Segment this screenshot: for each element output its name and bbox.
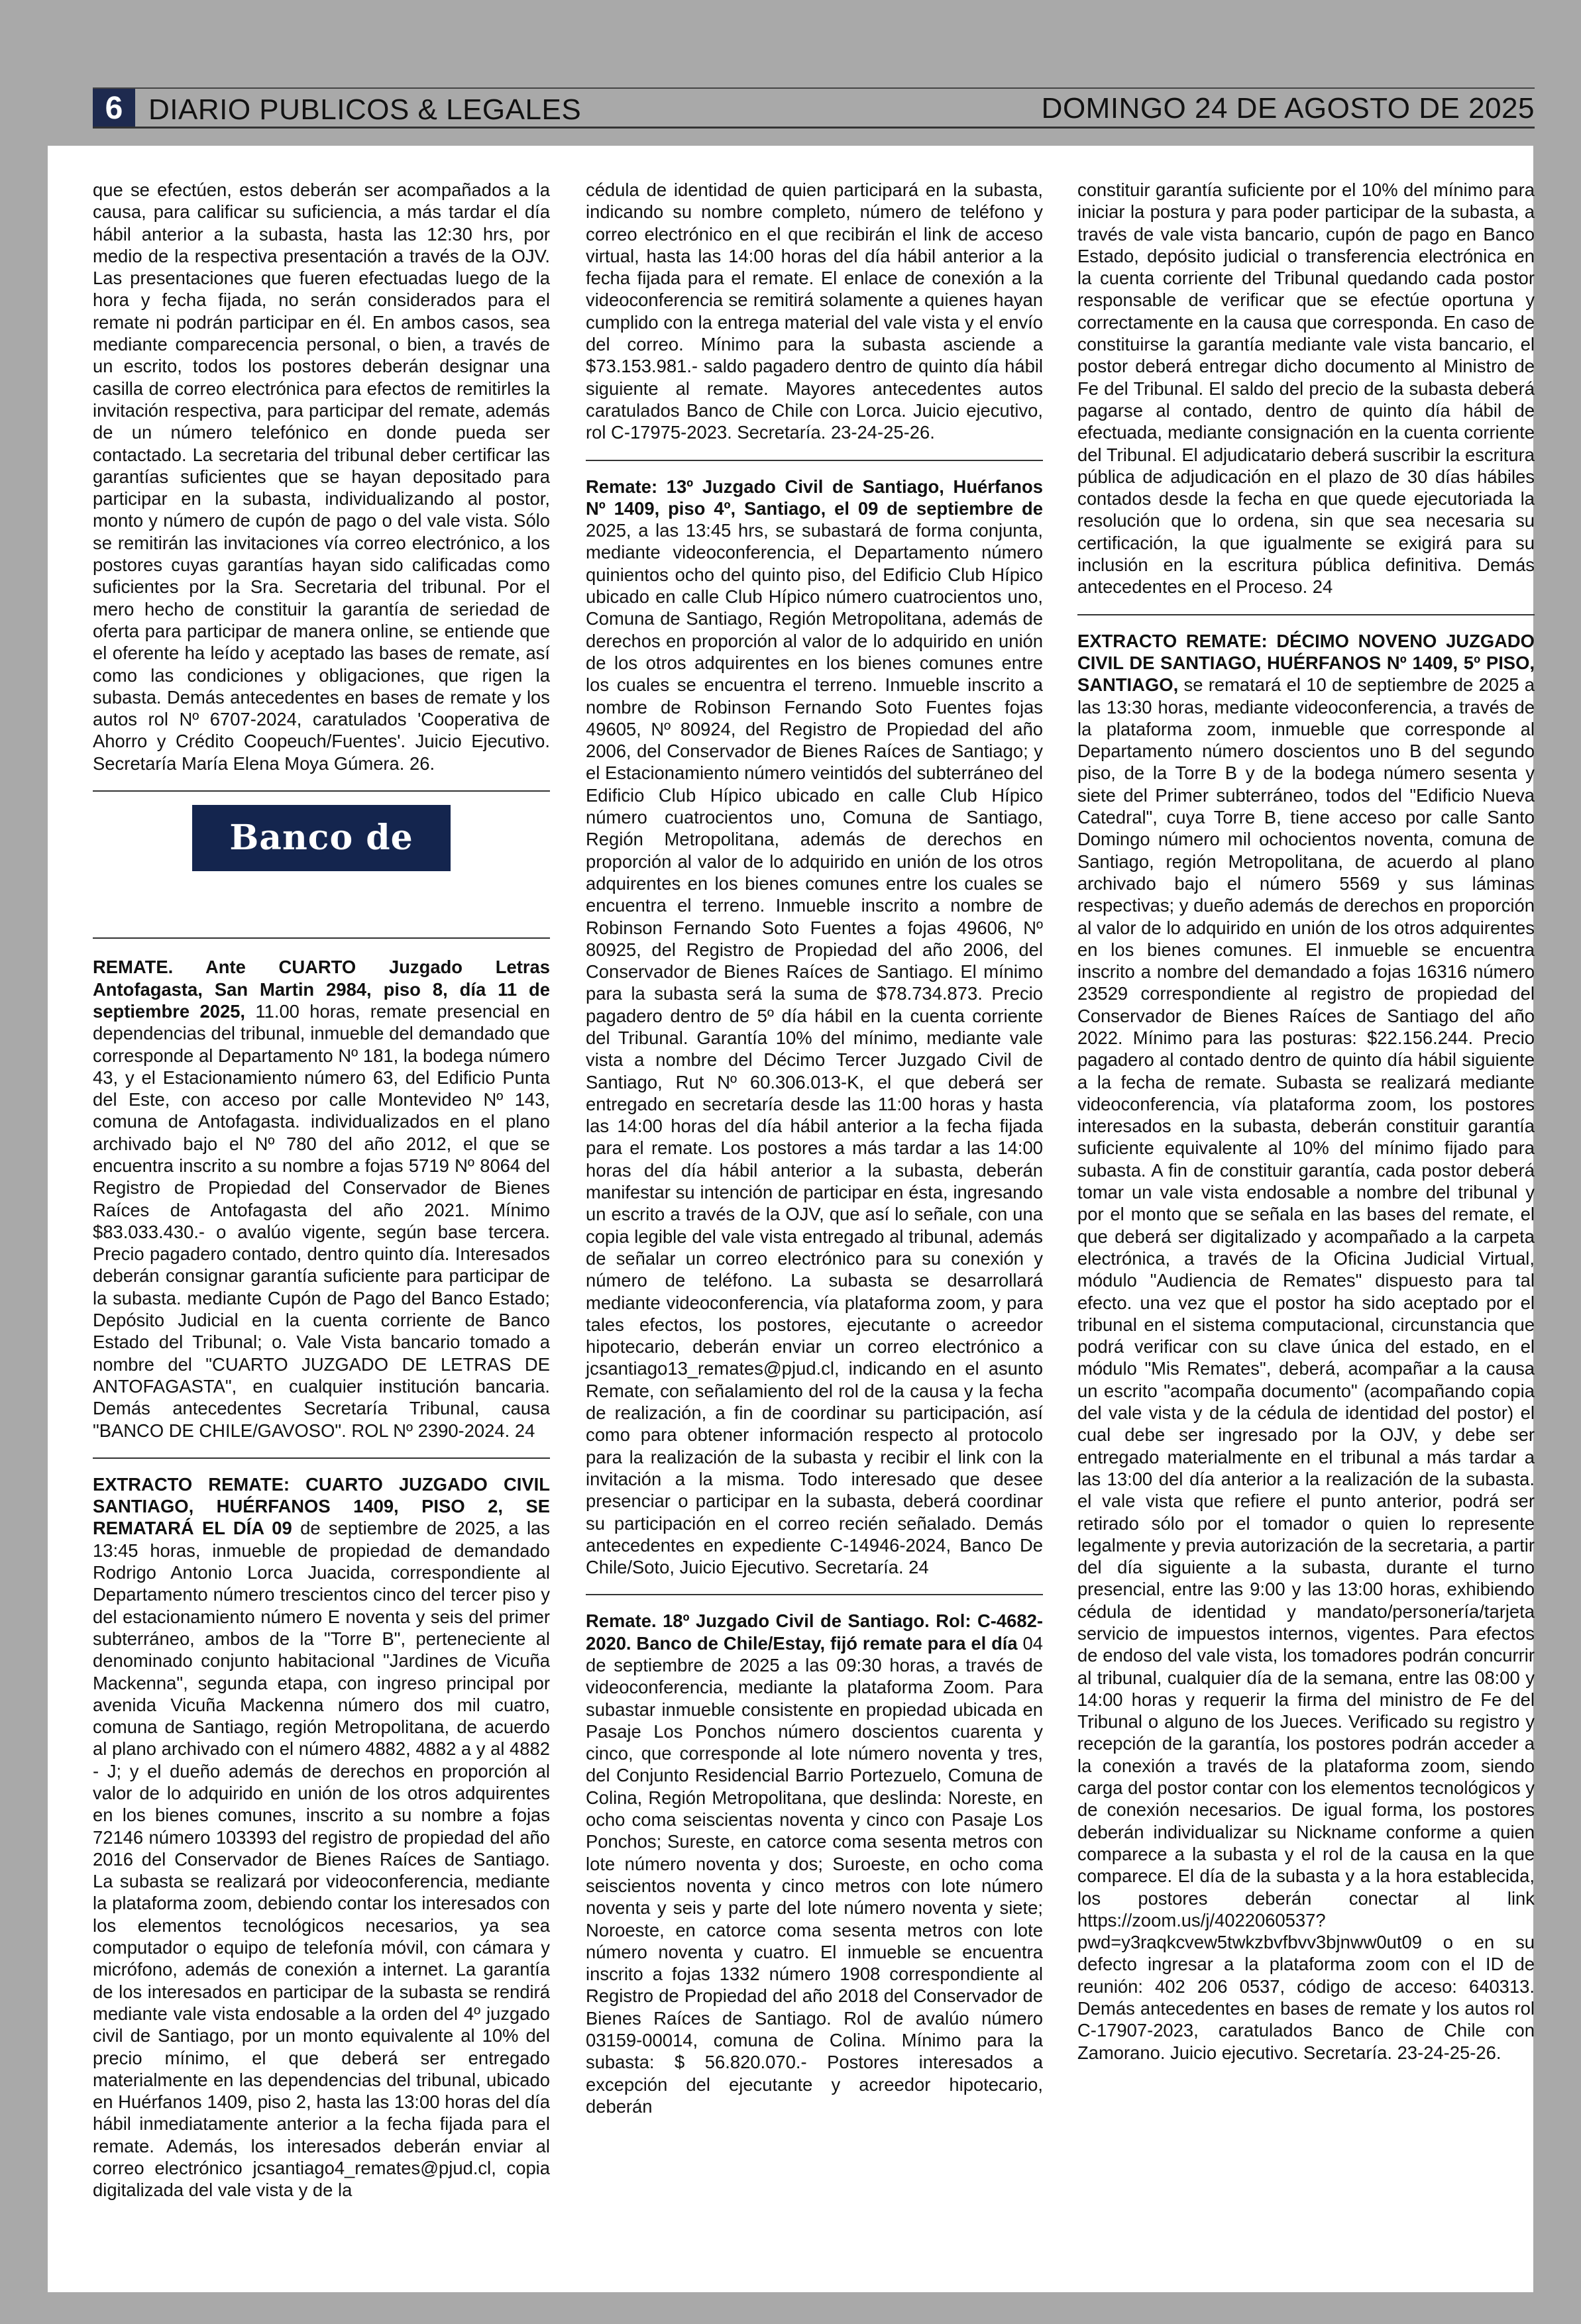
advertiser-logo-block [93,790,550,939]
notice-divider [586,460,1043,461]
notice-body: 04 de septiembre de 2025 a las 09:30 horas, a través de videoconferencia, mediante la plataforma Zoom. Para subastar inmueble consistente en propiedad ubicada en Pasaje Los Ponchos número doscientos cuarenta y cinco, que corresponde al lote número noventa y tres, del Conjunto Residencial Barrio Portezuelo, Comuna de Colina, Región Metropolitana, que deslinda: Noreste, en ocho coma seiscientas noventa y cinco con Pasaje Los Ponchos; Sureste, en catorce coma sesenta metros con lote número noventa y dos; Suroeste, en ocho coma seiscientos noventa y cinco metros con lote número noventa y seis y parte del lote número noventa y siete; Noroeste, en catorce coma sesenta metros con lote número noventa y cuatro. El inmueble se encuentra inscrito a fojas 1332 número 1908 correspondiente al Registro de Propiedad del año 2018 del Conservador de Bienes Raíces de Santiago. Rol de avalúo número 03159-00014, comuna de Colina. Mínimo para la subasta: $ 56.820.070.- Postores interesados a excepción del ejecutante y acreedor hipotecario, deberán [586,1632,1043,2117]
page-number: 6 [93,89,135,129]
header-bottom-rule [93,127,1535,129]
column-2 [586,179,1043,2117]
notice [1077,630,1535,2064]
column-3 [1077,179,1535,2064]
publication-date: DOMINGO 24 DE AGOSTO DE 2025 [1041,92,1535,125]
notice-body: de septiembre de 2025, a las 13:45 horas, inmueble de propiedad de demandado Rodrigo Antonio Lorca Juacida, correspondiente al Departamento número trescientos cinco del tercer piso y del estacionamiento número E noventa y seis del primer subterráneo, ambos de la "Torre B", perteneciente al denominado conjunto habitacional "Jardines de Vicuña Mackenna", segunda etapa, con ingreso principal por avenida Vicuña Mackenna número dos mil cuatro, comuna de Santiago, región Metropolitana, de acuerdo al plano archivado con el número 4882, 4882 a y al 4882 - J; y el dueño además de derechos en proporción al valor de lo adquirido en unión de los otros adquirentes en los bienes comunes, inscrito a su nombre a fojas 72146 número 103393 del registro de propiedad del año 2016 del Conservador de Bienes Raíces de Santiago. La subasta se realizará por videoconferencia, mediante la plataforma zoom, debiendo contar los interesados con los elementos tecnológicos necesarios, ya sea computador o equipo de telefonía móvil, con cámara y micrófono, además de conexión a internet. La garantía de los interesados en participar de la subasta se rendirá mediante vale vista endosable a la orden del 4º juzgado civil de Santiago, por un monto equivalente al 10% del precio mínimo, el que deberá ser entregado materialmente en las dependencias del tribunal, ubicado en Huérfanos 1409, piso 2, hasta las 13:00 horas del día hábil inmediatamente anterior a la fecha fijada para el remate. Además, los interesados deberán enviar al correo electrónico jcsantiago4_remates@pjud.cl, copia digitalizada del vale vista y de la [93,1518,550,2201]
notice-heading: EXTRACTO REMATE: DÉCIMO NOVENO JUZGADO CIVIL DE SANTIAGO, HUÉRFANOS Nº 1409, 5º PISO, SANTIAGO, [1077,630,1535,696]
notice-divider [93,1457,550,1459]
notice [93,1473,550,2201]
notice-divider [1077,614,1535,615]
publication-title: DIARIO PUBLICOS & LEGALES [148,93,582,126]
column-1 [93,179,550,2201]
page-sheet [48,146,1533,2292]
notice-text: cédula de identidad de quien participará en la subasta, indicando su nombre completo, número de teléfono y correo electrónico en el que recibirán el link de acceso virtual, hasta las 14:00 horas del día hábil anterior a la fecha fijada para el remate. El enlace de conexión a la videoconferencia se remitirá solamente a quienes hayan cumplido con la entrega material del vale vista y el envío del correo. Mínimo para la subasta asciende a $73.153.981.- saldo pagadero dentro de quinto día hábil siguiente al remate. Mayores antecedentes autos caratulados Banco de Chile con Lorca. Juicio ejecutivo, rol C-17975-2023. Secretaría. 23-24-25-26. [586,180,1043,443]
notice-body: 2025, a las 13:45 hrs, se subastará de forma conjunta, mediante videoconferencia, el Departamento número quinientos ocho del quinto piso, del Edificio Club Hípico ubicado en calle Club Hípico número cuatrocientos uno, Comuna de Santiago, Región Metropolitana, además de derechos en proporción al valor de lo adquirido en unión de los otros adquirentes en los bienes comunes entre los cuales se encuentra el terreno. Inmueble inscrito a nombre de Robinson Fernando Soto Fuentes fojas 49605, Nº 80924, del Registro de Propiedad del año 2006, del Conservador de Bienes Raíces de Santiago; y el Estacionamiento número veintidós del subterráneo del Edificio Club Hípico ubicado en calle Club Hípico número cuatrocientos uno, Comuna de Santiago, Región Metropolitana, además de derechos en proporción al valor de lo adquirido en unión de los otros adquirentes en los bienes comunes entre los cuales se encuentra el terreno. Inmueble inscrito a nombre de Robinson Fernando Soto Fuentes a fojas 49606, Nº 80925, del Registro de Propiedad del año 2006, del Conservador de Bienes Raíces de Santiago. El mínimo para la subasta será la suma de $78.734.873. Precio pagadero dentro de 5º día hábil en la cuenta corriente del Tribunal. Garantía 10% del mínimo, mediante vale vista a nombre del Décimo Tercer Juzgado Civil de Santiago, Rut Nº 60.306.013-K, el que deberá ser entregado en secretaría desde las 11:00 horas y hasta las 14:00 horas del día hábil anterior a la fecha fijada para el remate. Los postores a más tardar a las 14:00 horas del día hábil anterior a la subasta, deberán manifestar su intención de participar en ésta, ingresando un escrito a través de la OJV, que así lo señale, con una copia legible del vale vista entregado al tribunal, además de señalar un correo electrónico para su conexión y número de teléfono. La subasta se desarrollará mediante videoconferencia, vía plataforma zoom, y para tales efectos, los postores, ejecutante o acreedor hipotecario, deberán enviar un correo electrónico a jcsantiago13_remates@pjud.cl, indicando en el asunto Remate, con señalamiento del rol de la causa y la fecha de realización, a fin de coordinar su participación, así como para obtener información respecto al protocolo para la realización de la subasta y recibir el link con la invitación a la misma. Todo interesado que desee presenciar o participar en la subasta, deberá coordinar su participación en el correo recién señalado. Demás antecedentes en expediente C-14946-2024, Banco De Chile/Soto, Juicio Ejecutivo. Secretaría. 24 [586,520,1043,1578]
notice-heading: REMATE. Ante CUARTO Juzgado Letras Antofagasta, San Martin 2984, piso 8, día 11 de septiembre 2025, [93,957,550,1022]
notice-heading: Remate: 13º Juzgado Civil de Santiago, Huérfanos Nº 1409, piso 4º, Santiago, el 09 de septiembre de [586,476,1043,519]
notice-body: 11.00 horas, remate presencial en dependencias del tribunal, inmueble del demandado que corresponde al Departamento Nº 181, la bodega número 43, y el Estacionamiento número 63, del Edificio Punta del Este, con acceso por calle Montevideo Nº 143, comuna de Antofagasta. individualizados en el plano archivado bajo el Nº 780 del año 2012, el que se encuentra inscrito a su nombre a fojas 5719 Nº 8064 del Registro de Propiedad del Conservador de Bienes Raíces de Antofagasta del año 2021. Mínimo $83.033.430.- o avalúo vigente, según base tercera. Precio pagadero contado, dentro quinto día. Interesados deberán consignar garantía suficiente para participar de la subasta. mediante Cupón de Pago del Banco Estado; Depósito Judicial en la cuenta corriente de Banco Estado del Tribunal; o. Vale Vista bancario tomado a nombre del "CUARTO JUZGADO DE LETRAS DE ANTOFAGASTA", en cualquier institución bancaria. Demás antecedentes Secretaría Tribunal, causa "BANCO DE CHILE/GAVOSO". ROL Nº 2390-2024. 24 [93,1000,550,1441]
bank-logo: Banco de Chile [192,805,451,871]
notice-heading: EXTRACTO REMATE: CUARTO JUZGADO CIVIL SANTIAGO, HUÉRFANOS 1409, PISO 2, SE REMATARÁ EL DÍA 09 [93,1473,550,1539]
notice [586,476,1043,1579]
notice-divider [586,1594,1043,1595]
notice-heading: Remate. 18º Juzgado Civil de Santiago. Rol: C-4682-2020. Banco de Chile/Estay, fijó remate para el día [586,1611,1043,1654]
notice-text: constituir garantía suficiente por el 10% del mínimo para iniciar la postura y para poder participar de la subasta, a través de vale vista bancario, cupón de pago en Banco Estado, depósito judicial o transferencia electrónica en la cuenta corriente del Tribunal quedando cada postor responsable de verificar que se efectúe oportuna y correctamente en la causa que corresponda. En caso de constituirse la garantía mediante vale vista bancario, el postor deberá entregar dicho documento al Ministro de Fe del Tribunal. El saldo del precio de la subasta deberá pagarse al contado, dentro de quinto día hábil de efectuada, mediante consignación en la cuenta corriente del Tribunal. El adjudicatario deberá suscribir la escritura pública de adjudicación en el plazo de 30 días hábiles contados desde la fecha en que quede ejecutoriada la resolución que lo ordena, sin que sea necesaria su certificación, la que igualmente se exigirá para su inclusión en la escritura pública definitiva. Demás antecedentes en el Proceso. 24 [1077,180,1535,598]
notice [93,956,550,1442]
notice-text: que se efectúen, estos deberán ser acompañados a la causa, para calificar su suficiencia, a más tardar el día hábil anterior a la subasta, hasta las 12:30 hrs, por medio de la respectiva presentación a través de la OJV. Las presentaciones que fueren efectuadas luego de la hora y fecha fijada, no serán considerados para el remate ni podrán participar en él. En ambos casos, sea mediante comparecencia personal, o bien, a través de un escrito, todos los postores deberán designar una casilla de correo electrónica para efectos de remitirles la invitación respectiva, para participar del remate, además de un número telefónico en donde pueda ser contactado. La secretaria del tribunal deber certificar las garantías suficientes que se hayan depositado para participar en la subasta, individualizando al postor, monto y número de cupón de pago o del vale vista. Sólo se remitirán las invitaciones vía correo electrónico, a los postores cuyas garantías hayan sido calificadas como suficientes por la Sra. Secretaria del tribunal. Por el mero hecho de constituir la garantía de seriedad de oferta para participar de manera online, se entiende que el oferente ha leído y aceptado las bases de remate, así como las condiciones y obligaciones, que rigen la subasta. Demás antecedentes en bases de remate y los autos rol Nº 6707-2024, caratulados 'Cooperativa de Ahorro y Crédito Coopeuch/Fuentes'. Juicio Ejecutivo. Secretaría María Elena Moya Gúmera. 26. [93,180,550,774]
notice [586,1610,1043,2117]
notice-body: se rematará el 10 de septiembre de 2025 a las 13:30 horas, mediante videoconferencia, a través de la plataforma zoom, inmueble que corresponde al Departamento número doscientos uno B del segundo piso, de la Torre B y de la bodega número sesenta y siete del Primer subterráneo, todos del "Edificio Nueva Catedral", cuya Torre B, tiene acceso por calle Santo Domingo número mil ochocientos noventa, comuna de Santiago, región Metropolitana, de acuerdo al plano archivado bajo el número 5569 y sus láminas respectivas; y dueño además de derechos en proporción al valor de lo adquirido en unión de los otros adquirentes en los bienes comunes. El inmueble se encuentra inscrito a nombre del demandado a fojas 16316 número 23529 correspondiente al registro de propiedad del Conservador de Bienes Raíces de Santiago del año 2022. Mínimo para las posturas: $22.156.244. Precio pagadero al contado dentro de quinto día hábil siguiente a la fecha de remate. Subasta se realizará mediante videoconferencia, vía plataforma zoom, los postores interesados en la subasta, deberán constituir garantía suficiente equivalente al 10% del mínimo fijado para subasta. A fin de constituir garantía, cada postor deberá tomar un vale vista endosable a nombre del tribunal y por el monto que se señala en las bases del remate, el que deberá ser digitalizado y acompañado a la carpeta electrónica, a través de la Oficina Judicial Virtual, módulo "Audiencia de Remates" dispuesto para tal efecto. una vez que el postor ha sido aceptado por el tribunal en el sistema computacional, circunstancia que podrá verificar con su clave única del estado, en el módulo "Mis Remates", deberá, acompañar a la causa un escrito "acompaña documento" (acompañando copia del vale vista y de la cédula de identidad del postor) el cual debe ser ingresado por la OJV, y debe ser entregado materialmente en el tribunal a más tardar a las 13:00 del día anterior a la realización de la subasta. el vale vista que refiere el punto anterior, podrá ser retirado sólo por el tomador o quien lo represente legalmente y previa autorización de la secretaria, a partir del día siguiente a la subasta, durante el turno presencial, entre las 9:00 y las 13:00 horas, exhibiendo cédula de identidad y mandato/personería/tarjeta servicio de impuestos internos, vigentes. Para efectos de endoso del vale vista, los tomadores podrán concurrir al tribunal, cualquier día de la semana, entre las 08:00 y 14:00 horas y requerir la firma del ministro de Fe del Tribunal o alguno de los Jueces. Verificado su registro y recepción de la garantía, los postores podrán acceder a la conexión a través de la plataforma zoom, siendo carga del postor contar con los elementos tecnológicos y de conexión necesarios. De igual forma, los postores deberán individualizar su Nickname conforme a quien comparece a la subasta y el rol de la causa en la que comparece. El día de la subasta y a la hora establecida, los postores deberán conectar al link https://zoom.us/j/4022060537?pwd=y3raqkcvew5twkzbvfbvv3bjnww0ut09 o en su defecto ingresar a la plataforma zoom con el ID de reunión: 402 206 0537, código de acceso: 640313. Demás antecedentes en bases de remate y los autos rol C-17907-2023, caratulados Banco de Chile con Zamorano. Juicio ejecutivo. Secretaría. 23-24-25-26. [1077,674,1535,2063]
page-header [93,85,1535,129]
header-top-rule [93,87,1535,89]
